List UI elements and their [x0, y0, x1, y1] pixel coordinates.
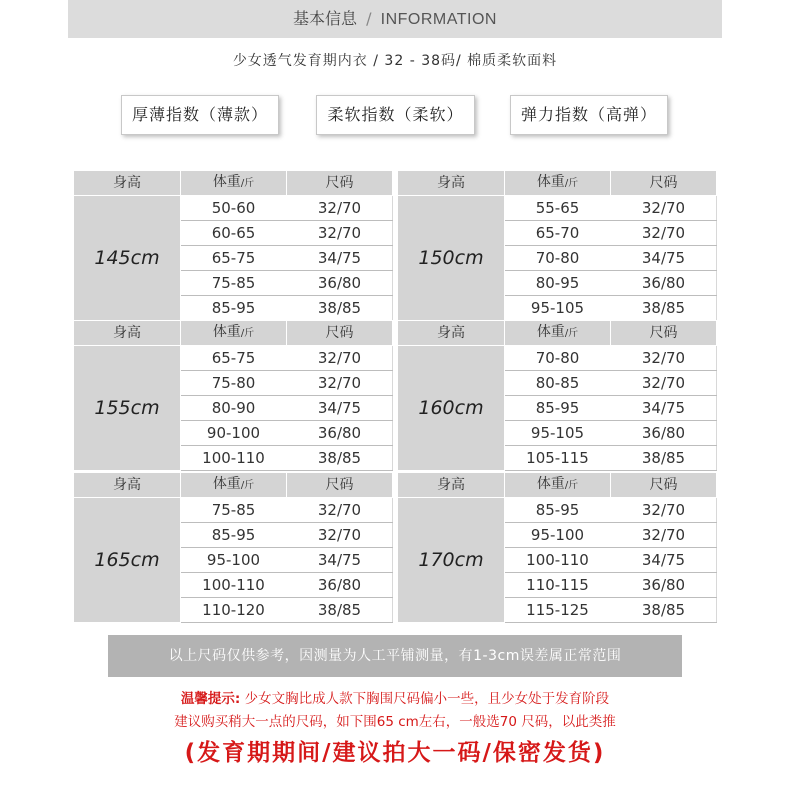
size-cell: 36/80 [611, 271, 717, 296]
header-height: 身高 [398, 171, 505, 196]
table-header-row [74, 473, 393, 498]
header-height: 身高 [398, 473, 505, 498]
size-cell: 38/85 [611, 296, 717, 321]
promo-slogan: (发育期期间/建议拍大一码/保密发货) [184, 740, 606, 766]
header-height: 身高 [74, 473, 181, 498]
height-cell: 165cm [74, 498, 181, 623]
size-cell: 36/80 [287, 271, 393, 296]
weight-cell: 75-80 [181, 371, 287, 396]
size-cell: 32/70 [287, 371, 393, 396]
weight-cell: 110-120 [181, 598, 287, 623]
size-cell: 32/70 [611, 196, 717, 221]
measurement-note: 以上尺码仅供参考，因测量为人工平铺测量，有1-3cm误差属正常范围 [108, 635, 682, 677]
header-size: 尺码 [611, 321, 717, 346]
header-height: 身高 [74, 321, 181, 346]
size-table-0 [73, 170, 393, 321]
size-cell: 32/70 [611, 523, 717, 548]
weight-cell: 90-100 [181, 421, 287, 446]
header-height: 身高 [398, 321, 505, 346]
weight-cell: 95-105 [505, 421, 611, 446]
size-cell: 34/75 [611, 246, 717, 271]
warm-tip-line-1 [0, 687, 790, 707]
size-cell: 36/80 [611, 573, 717, 598]
warm-tip-line-2: 建议购买稍大一点的尺码，如下围65 cm左右，一般选70 尺码，以此类推 [174, 714, 616, 730]
header-weight-label: 体重 [212, 476, 241, 492]
size-table-2 [73, 320, 393, 471]
height-cell: 145cm [74, 196, 181, 321]
header-title-cn: 基本信息 [293, 9, 358, 28]
size-table-1 [397, 170, 717, 321]
size-cell: 38/85 [611, 446, 717, 471]
weight-cell: 80-90 [181, 396, 287, 421]
size-cell: 32/70 [287, 221, 393, 246]
size-cell: 32/70 [611, 346, 717, 371]
table-header-row [74, 321, 393, 346]
weight-cell: 115-125 [505, 598, 611, 623]
weight-cell: 65-75 [181, 346, 287, 371]
header-weight-label: 体重 [536, 174, 565, 190]
height-cell: 155cm [74, 346, 181, 471]
header-weight-unit: /斤 [240, 480, 255, 491]
table-header-row [398, 321, 717, 346]
header-title-en: INFORMATION [380, 11, 497, 28]
header-height: 身高 [74, 171, 181, 196]
weight-cell: 85-95 [505, 498, 611, 523]
table-header-row [398, 473, 717, 498]
weight-cell: 95-100 [181, 548, 287, 573]
header-size: 尺码 [611, 171, 717, 196]
weight-cell: 85-95 [505, 396, 611, 421]
header-weight-unit: /斤 [564, 480, 579, 491]
height-cell: 150cm [398, 196, 505, 321]
warm-tip-text-1: 少女文胸比成人款下胸围尺码偏小一些，且少女处于发育阶段 [240, 691, 610, 707]
header-weight-unit: /斤 [240, 178, 255, 189]
weight-cell: 80-85 [505, 371, 611, 396]
table-row [398, 498, 717, 523]
header-weight [505, 321, 611, 346]
weight-cell: 55-65 [505, 196, 611, 221]
warm-tip-label: 温馨提示: [180, 691, 241, 707]
size-cell: 34/75 [287, 396, 393, 421]
header-size: 尺码 [611, 473, 717, 498]
header-weight-label: 体重 [212, 324, 241, 340]
size-cell: 36/80 [287, 421, 393, 446]
table-row [74, 498, 393, 523]
header-size: 尺码 [287, 171, 393, 196]
weight-cell: 100-110 [181, 573, 287, 598]
size-cell: 32/70 [287, 498, 393, 523]
weight-cell: 75-85 [181, 271, 287, 296]
weight-cell: 95-100 [505, 523, 611, 548]
size-cell: 38/85 [611, 598, 717, 623]
header-weight-label: 体重 [212, 174, 241, 190]
header-weight-unit: /斤 [564, 328, 579, 339]
table-row [74, 196, 393, 221]
size-table-4 [73, 472, 393, 623]
thickness-index-box: 厚薄指数（薄款） [121, 95, 279, 135]
weight-cell: 100-110 [181, 446, 287, 471]
size-cell: 38/85 [287, 598, 393, 623]
header-separator: / [366, 9, 372, 28]
size-table-5 [397, 472, 717, 623]
product-subtitle: 少女透气发育期内衣 / 32 - 38码/ 棉质柔软面料 [232, 53, 558, 69]
size-cell: 32/70 [287, 346, 393, 371]
weight-cell: 50-60 [181, 196, 287, 221]
size-cell: 32/70 [611, 221, 717, 246]
weight-cell: 60-65 [181, 221, 287, 246]
header-size: 尺码 [287, 473, 393, 498]
height-cell: 170cm [398, 498, 505, 623]
size-cell: 38/85 [287, 446, 393, 471]
weight-cell: 105-115 [505, 446, 611, 471]
size-cell: 32/70 [611, 498, 717, 523]
size-cell: 32/70 [287, 523, 393, 548]
header-size: 尺码 [287, 321, 393, 346]
weight-cell: 100-110 [505, 548, 611, 573]
header-weight [505, 473, 611, 498]
table-row [398, 196, 717, 221]
header-weight-label: 体重 [536, 476, 565, 492]
header-weight-unit: /斤 [564, 178, 579, 189]
size-cell: 38/85 [287, 296, 393, 321]
header-weight [181, 321, 287, 346]
header-weight-unit: /斤 [240, 328, 255, 339]
table-header-row [398, 171, 717, 196]
weight-cell: 65-70 [505, 221, 611, 246]
size-cell: 36/80 [287, 573, 393, 598]
table-row [398, 346, 717, 371]
weight-cell: 65-75 [181, 246, 287, 271]
weight-cell: 80-95 [505, 271, 611, 296]
elasticity-index-box: 弹力指数（高弹） [510, 95, 668, 135]
size-cell: 32/70 [287, 196, 393, 221]
header-weight [181, 171, 287, 196]
size-table-3 [397, 320, 717, 471]
header-weight [181, 473, 287, 498]
size-cell: 34/75 [287, 246, 393, 271]
header-weight-label: 体重 [536, 324, 565, 340]
weight-cell: 75-85 [181, 498, 287, 523]
size-cell: 34/75 [611, 396, 717, 421]
softness-index-box: 柔软指数（柔软） [316, 95, 475, 135]
weight-cell: 95-105 [505, 296, 611, 321]
weight-cell: 70-80 [505, 246, 611, 271]
weight-cell: 85-95 [181, 296, 287, 321]
weight-cell: 110-115 [505, 573, 611, 598]
size-cell: 32/70 [611, 371, 717, 396]
table-header-row [74, 171, 393, 196]
section-header [68, 0, 722, 38]
size-cell: 34/75 [287, 548, 393, 573]
size-cell: 36/80 [611, 421, 717, 446]
height-cell: 160cm [398, 346, 505, 471]
weight-cell: 85-95 [181, 523, 287, 548]
header-weight [505, 171, 611, 196]
size-cell: 34/75 [611, 548, 717, 573]
table-row [74, 346, 393, 371]
weight-cell: 70-80 [505, 346, 611, 371]
